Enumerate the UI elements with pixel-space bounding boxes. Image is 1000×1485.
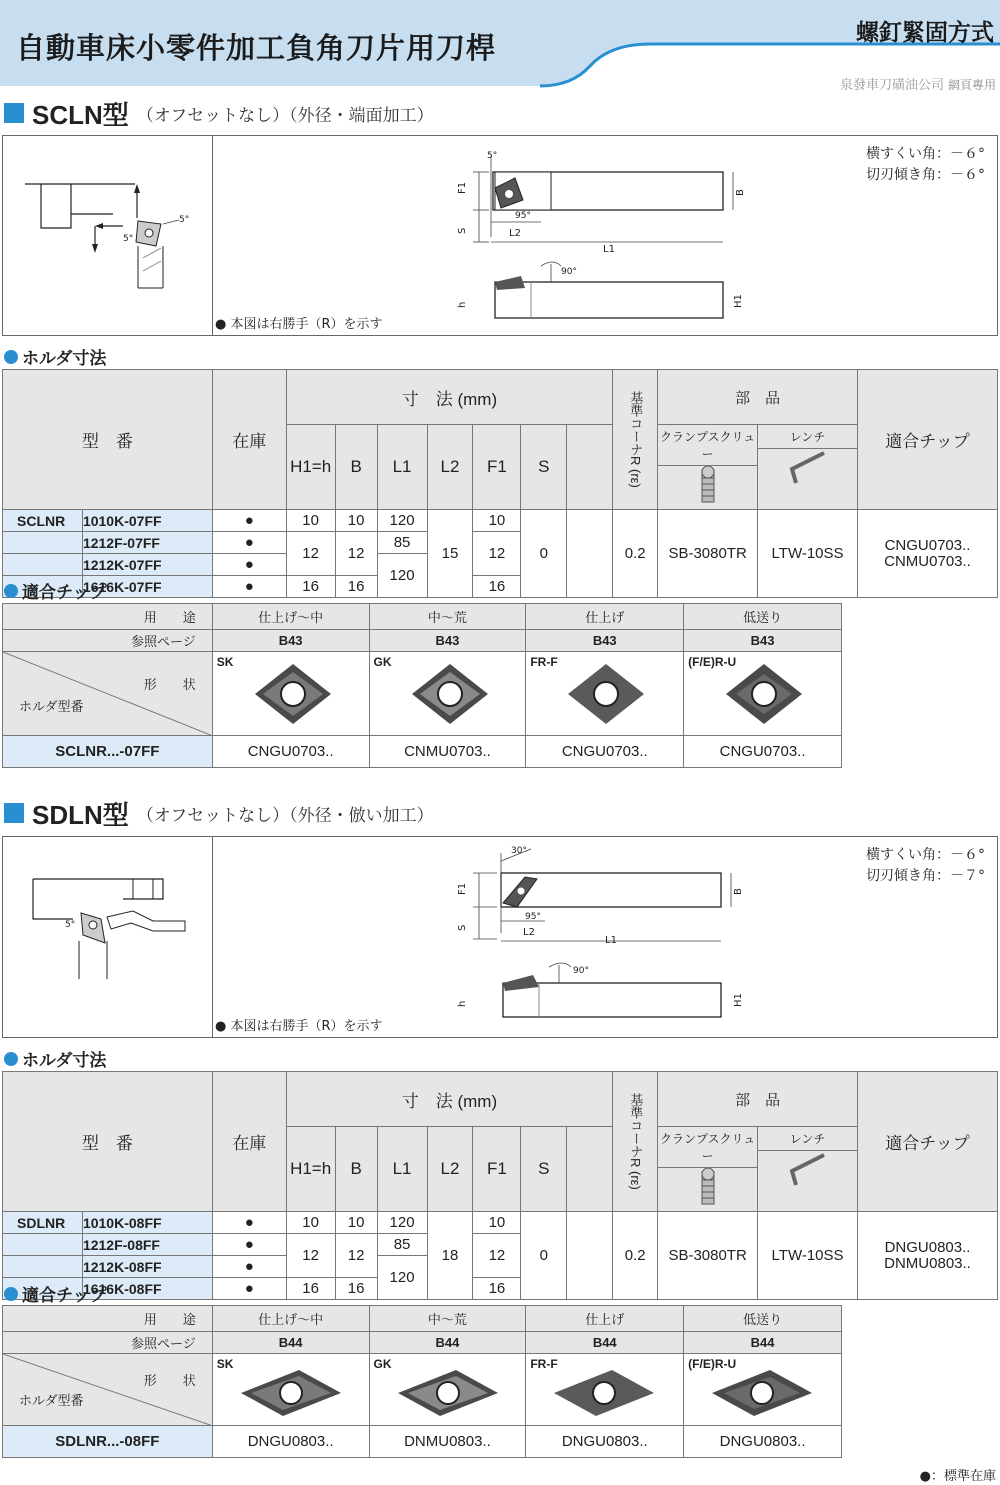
stock-cell: ● bbox=[212, 1256, 286, 1278]
l1-cell: 120 bbox=[377, 1212, 427, 1234]
chip-label: FR-F bbox=[530, 1357, 558, 1371]
dim-h1: H1 bbox=[733, 993, 744, 1007]
f1-cell: 16 bbox=[473, 1278, 521, 1300]
header-wrench bbox=[758, 425, 858, 510]
side-rake-angle: 横すくい角：－６° bbox=[866, 146, 985, 162]
tip-1: DNGU0803.. bbox=[884, 1238, 971, 1256]
header-s: S bbox=[521, 425, 567, 510]
model-cell: 1616K-07FF bbox=[82, 576, 212, 598]
tip-model: DNGU0803.. bbox=[526, 1426, 684, 1458]
tip-model: DNGU0803.. bbox=[212, 1426, 369, 1458]
dim-l2: L2 bbox=[509, 228, 521, 239]
model-cell: 1212F-07FF bbox=[82, 532, 212, 554]
header-s: S bbox=[521, 1127, 567, 1212]
chip-sk bbox=[212, 652, 369, 736]
use-cell: 低送り bbox=[684, 1306, 842, 1332]
header-f1: F1 bbox=[473, 1127, 521, 1212]
dim-s: S bbox=[457, 227, 468, 234]
tip-cell bbox=[858, 1212, 998, 1300]
holder-dims-heading bbox=[4, 344, 106, 369]
chip-label: GK bbox=[373, 655, 392, 669]
l1-cell: 85 bbox=[377, 532, 427, 554]
angle-30: 30° bbox=[511, 846, 527, 856]
chip-sk bbox=[212, 1354, 369, 1426]
header-l1: L1 bbox=[377, 425, 427, 510]
rhombus-55-chip-icon bbox=[552, 1368, 656, 1418]
angle-95: 95° bbox=[525, 912, 541, 922]
company-text: 泉發車刀磺油公司 bbox=[839, 78, 944, 93]
rhombus-55-chip-icon bbox=[396, 1368, 500, 1418]
holder-model: SCLNR...-07FF bbox=[3, 736, 213, 768]
bullet-icon bbox=[4, 584, 18, 598]
chip-heading bbox=[4, 578, 107, 603]
header-parts: 部 品 bbox=[658, 1072, 858, 1127]
dim-h: h bbox=[457, 1000, 468, 1007]
angle-5-b: 5° bbox=[123, 234, 134, 244]
tip-2: DNMU0803.. bbox=[884, 1254, 971, 1272]
holder-model: SDLNR...-08FF bbox=[3, 1426, 213, 1458]
header-stock: 在庫 bbox=[212, 1072, 286, 1212]
diagram-scln bbox=[2, 135, 998, 336]
header-screw bbox=[658, 425, 758, 510]
l1-cell: 120 bbox=[377, 554, 427, 598]
header-l1: L1 bbox=[377, 1127, 427, 1212]
dim-h1: H1 bbox=[733, 294, 744, 308]
use-cell: 中〜荒 bbox=[369, 604, 526, 630]
b-cell: 12 bbox=[335, 532, 377, 576]
holder-label: ホルダ型番 bbox=[19, 699, 84, 714]
f1-cell: 10 bbox=[473, 1212, 521, 1234]
holder-table-scln bbox=[2, 369, 998, 598]
wrench-icon bbox=[778, 1151, 838, 1191]
angle-90: 90° bbox=[573, 966, 589, 976]
series-blank bbox=[3, 1256, 83, 1278]
header-h1h: H1=h bbox=[286, 1127, 335, 1212]
chip-fr-f bbox=[526, 1354, 684, 1426]
s-cell: 0 bbox=[521, 1212, 567, 1300]
corner-cell: 0.2 bbox=[613, 510, 658, 598]
dim-b: B bbox=[733, 888, 744, 895]
side-rake-angle: 横すくい角：－６° bbox=[866, 847, 985, 863]
angle-5-a: 5° bbox=[179, 215, 190, 225]
rhombus-55-chip-icon bbox=[239, 1368, 343, 1418]
angle-95: 95° bbox=[515, 211, 531, 221]
ref-page: B43 bbox=[212, 630, 369, 652]
h1h-cell: 10 bbox=[286, 1212, 335, 1234]
ref-label: 参照ページ bbox=[3, 630, 213, 652]
l1-cell: 120 bbox=[377, 510, 427, 532]
model-cell: 1616K-08FF bbox=[82, 1278, 212, 1300]
corner-cell: 0.2 bbox=[613, 1212, 658, 1300]
rhombus-55-chip-icon bbox=[710, 1368, 814, 1418]
f1-cell: 12 bbox=[473, 1234, 521, 1278]
header-blank bbox=[567, 425, 613, 510]
tip-model: DNMU0803.. bbox=[369, 1426, 526, 1458]
use-cell: 低送り bbox=[684, 604, 842, 630]
shape-label: 形 状 bbox=[143, 677, 196, 692]
b-cell: 16 bbox=[335, 576, 377, 598]
shape-holder-header bbox=[3, 652, 213, 736]
tip-cell bbox=[858, 510, 998, 598]
holder-label: ホルダ型番 bbox=[19, 1393, 84, 1408]
bullet-icon bbox=[4, 350, 18, 364]
dim-f1: F1 bbox=[457, 181, 468, 194]
header-h1h: H1=h bbox=[286, 425, 335, 510]
chip-label: (F/E)R-U bbox=[688, 655, 737, 669]
stock-cell: ● bbox=[212, 1234, 286, 1256]
header-parts: 部 品 bbox=[658, 370, 858, 425]
use-cell: 仕上げ bbox=[526, 604, 684, 630]
chip-title: 適合チップ bbox=[22, 1286, 107, 1306]
page-title: 自動車床小零件加工負角刀片用刀桿 bbox=[16, 31, 497, 65]
bullet-icon bbox=[4, 1287, 18, 1301]
ref-page: B44 bbox=[212, 1332, 369, 1354]
rhombus-80-chip-icon bbox=[410, 662, 490, 726]
section-marker bbox=[4, 103, 24, 123]
header-b: B bbox=[335, 425, 377, 510]
header-tip: 適合チップ bbox=[858, 370, 998, 510]
header-screw bbox=[658, 1127, 758, 1212]
chip-fe-r-u bbox=[684, 1354, 842, 1426]
section-title-scln bbox=[4, 98, 434, 128]
clamp-method: 螺釘緊固方式 bbox=[856, 20, 994, 46]
header-wrench bbox=[758, 1127, 858, 1212]
page-header bbox=[0, 0, 1000, 94]
s-cell: 0 bbox=[521, 510, 567, 598]
use-label: 用 途 bbox=[3, 604, 213, 630]
section-name: SDLN型 bbox=[32, 799, 129, 830]
series-name: SCLNR bbox=[3, 510, 83, 532]
angle-90: 90° bbox=[561, 267, 577, 277]
f1-cell: 10 bbox=[473, 510, 521, 532]
series-blank bbox=[3, 554, 83, 576]
series-blank bbox=[3, 532, 83, 554]
ref-page: B44 bbox=[369, 1332, 526, 1354]
chip-label: GK bbox=[373, 1357, 392, 1371]
tip-model: CNGU0703.. bbox=[526, 736, 684, 768]
header-b: B bbox=[335, 1127, 377, 1212]
stock-cell: ● bbox=[212, 532, 286, 554]
wrench-cell: LTW-10SS bbox=[758, 1212, 858, 1300]
chip-heading bbox=[4, 1281, 107, 1306]
chip-label: SK bbox=[216, 1357, 234, 1371]
chip-gk bbox=[369, 652, 526, 736]
tip-model: CNMU0703.. bbox=[369, 736, 526, 768]
section-note: （オフセットなし）（外径・倣い加工） bbox=[136, 805, 434, 826]
usage-illustration bbox=[3, 136, 213, 335]
b-cell: 12 bbox=[335, 1234, 377, 1278]
stock-cell: ● bbox=[212, 576, 286, 598]
ref-page: B43 bbox=[526, 630, 684, 652]
dim-b: B bbox=[735, 189, 746, 196]
stock-cell: ● bbox=[212, 510, 286, 532]
cutting-angles bbox=[866, 144, 985, 186]
series-name: SDLNR bbox=[3, 1212, 83, 1234]
tip-model: CNGU0703.. bbox=[212, 736, 369, 768]
h1h-cell: 10 bbox=[286, 510, 335, 532]
chip-label: FR-F bbox=[530, 655, 558, 669]
inclination-angle: 切刃傾き角：－７° bbox=[866, 868, 985, 884]
company-name bbox=[840, 74, 996, 93]
holder-dims-title: ホルダ寸法 bbox=[22, 1051, 107, 1071]
ref-label: 参照ページ bbox=[3, 1332, 213, 1354]
section-note: （オフセットなし）（外径・端面加工） bbox=[136, 105, 434, 126]
header-stock: 在庫 bbox=[212, 370, 286, 510]
wrench-label: レンチ bbox=[758, 1127, 857, 1151]
use-cell: 中〜荒 bbox=[369, 1306, 526, 1332]
stock-cell: ● bbox=[212, 1278, 286, 1300]
ref-page: B44 bbox=[526, 1332, 684, 1354]
cutting-angles bbox=[866, 845, 985, 887]
dim-l2: L2 bbox=[523, 927, 535, 938]
holder-dims-title: ホルダ寸法 bbox=[22, 349, 107, 369]
header-model: 型 番 bbox=[3, 370, 213, 510]
usage-drawing bbox=[3, 136, 211, 335]
use-cell: 仕上げ〜中 bbox=[212, 604, 369, 630]
tip-model: CNGU0703.. bbox=[684, 736, 842, 768]
header-model: 型 番 bbox=[3, 1072, 213, 1212]
tip-model: DNGU0803.. bbox=[684, 1426, 842, 1458]
bullet-icon bbox=[4, 1052, 18, 1066]
dim-l1: L1 bbox=[605, 935, 617, 946]
wrench-label: レンチ bbox=[758, 425, 857, 449]
screw-icon bbox=[688, 1168, 728, 1208]
dim-h: h bbox=[457, 301, 468, 308]
rhombus-80-chip-icon bbox=[566, 662, 646, 726]
dim-l1: L1 bbox=[603, 244, 615, 255]
header-l2: L2 bbox=[427, 425, 473, 510]
chip-gk bbox=[369, 1354, 526, 1426]
model-cell: 1010K-08FF bbox=[82, 1212, 212, 1234]
h1h-cell: 12 bbox=[286, 1234, 335, 1278]
h1h-cell: 12 bbox=[286, 532, 335, 576]
wrench-icon bbox=[778, 449, 838, 489]
chip-label: SK bbox=[216, 655, 234, 669]
h1h-cell: 16 bbox=[286, 1278, 335, 1300]
chip-fe-r-u bbox=[684, 652, 842, 736]
header-tip: 適合チップ bbox=[858, 1072, 998, 1212]
l1-cell: 85 bbox=[377, 1234, 427, 1256]
shape-holder-header bbox=[3, 1354, 213, 1426]
ref-page: B44 bbox=[684, 1332, 842, 1354]
holder-dimension-drawing bbox=[233, 142, 793, 332]
model-cell: 1212F-08FF bbox=[82, 1234, 212, 1256]
company-note: 網頁專用 bbox=[947, 78, 996, 92]
angle-5: 5° bbox=[65, 920, 76, 930]
header-f1: F1 bbox=[473, 425, 521, 510]
use-cell: 仕上げ bbox=[526, 1306, 684, 1332]
chip-title: 適合チップ bbox=[22, 583, 107, 603]
stock-legend: ●：標準在庫 bbox=[919, 1469, 996, 1484]
ref-page: B43 bbox=[684, 630, 842, 652]
model-cell: 1212K-08FF bbox=[82, 1256, 212, 1278]
diagram-note: ● 本図は右勝手（R）を示す bbox=[215, 1019, 383, 1034]
dim-s: S bbox=[457, 924, 468, 931]
series-blank bbox=[3, 1234, 83, 1256]
use-label: 用 途 bbox=[3, 1306, 213, 1332]
header-corner: 基準コーナR (rε) bbox=[613, 1072, 658, 1212]
diagram-note: ● 本図は右勝手（R）を示す bbox=[215, 317, 383, 332]
diagonal-divider bbox=[3, 652, 213, 736]
h1h-cell: 16 bbox=[286, 576, 335, 598]
model-cell: 1010K-07FF bbox=[82, 510, 212, 532]
f1-cell: 16 bbox=[473, 576, 521, 598]
f1-cell: 12 bbox=[473, 532, 521, 576]
l1-cell: 120 bbox=[377, 1256, 427, 1300]
screw-icon bbox=[688, 466, 728, 506]
l2-cell: 18 bbox=[427, 1212, 473, 1300]
holder-table-sdln bbox=[2, 1071, 998, 1300]
angle-5: 5° bbox=[487, 151, 498, 161]
b-cell: 10 bbox=[335, 510, 377, 532]
usage-illustration bbox=[3, 837, 213, 1037]
holder-dimension-drawing bbox=[233, 841, 793, 1031]
model-cell: 1212K-07FF bbox=[82, 554, 212, 576]
holder-dims-heading bbox=[4, 1046, 106, 1071]
header-size: 寸 法 (mm) bbox=[286, 370, 613, 425]
tip-1: CNGU0703.. bbox=[884, 536, 971, 554]
chip-table-sdln bbox=[2, 1305, 842, 1458]
header-size: 寸 法 (mm) bbox=[286, 1072, 613, 1127]
use-cell: 仕上げ〜中 bbox=[212, 1306, 369, 1332]
b-cell: 16 bbox=[335, 1278, 377, 1300]
header-corner: 基準コーナR (rε) bbox=[613, 370, 658, 510]
blank-cell bbox=[567, 1212, 613, 1300]
header-l2: L2 bbox=[427, 1127, 473, 1212]
blank-cell bbox=[567, 510, 613, 598]
chip-table-scln bbox=[2, 603, 842, 768]
screw-label: クランプスクリュー bbox=[658, 425, 757, 466]
ref-page: B43 bbox=[369, 630, 526, 652]
screw-cell: SB-3080TR bbox=[658, 510, 758, 598]
chip-label: (F/E)R-U bbox=[688, 1357, 737, 1371]
l2-cell: 15 bbox=[427, 510, 473, 598]
shape-label: 形 状 bbox=[143, 1373, 196, 1388]
stock-cell: ● bbox=[212, 554, 286, 576]
section-name: SCLN型 bbox=[32, 99, 129, 130]
screw-cell: SB-3080TR bbox=[658, 1212, 758, 1300]
chip-fr-f bbox=[526, 652, 684, 736]
wrench-cell: LTW-10SS bbox=[758, 510, 858, 598]
rhombus-80-chip-icon bbox=[253, 662, 333, 726]
inclination-angle: 切刃傾き角：－６° bbox=[866, 167, 985, 183]
b-cell: 10 bbox=[335, 1212, 377, 1234]
section-title-sdln bbox=[4, 798, 434, 828]
stock-cell: ● bbox=[212, 1212, 286, 1234]
diagram-sdln bbox=[2, 836, 998, 1038]
rhombus-80-chip-icon bbox=[724, 662, 804, 726]
section-marker bbox=[4, 803, 24, 823]
usage-drawing bbox=[3, 837, 211, 1037]
tip-2: CNMU0703.. bbox=[884, 552, 971, 570]
header-blank bbox=[567, 1127, 613, 1212]
dim-f1: F1 bbox=[457, 882, 468, 895]
screw-label: クランプスクリュー bbox=[658, 1127, 757, 1168]
